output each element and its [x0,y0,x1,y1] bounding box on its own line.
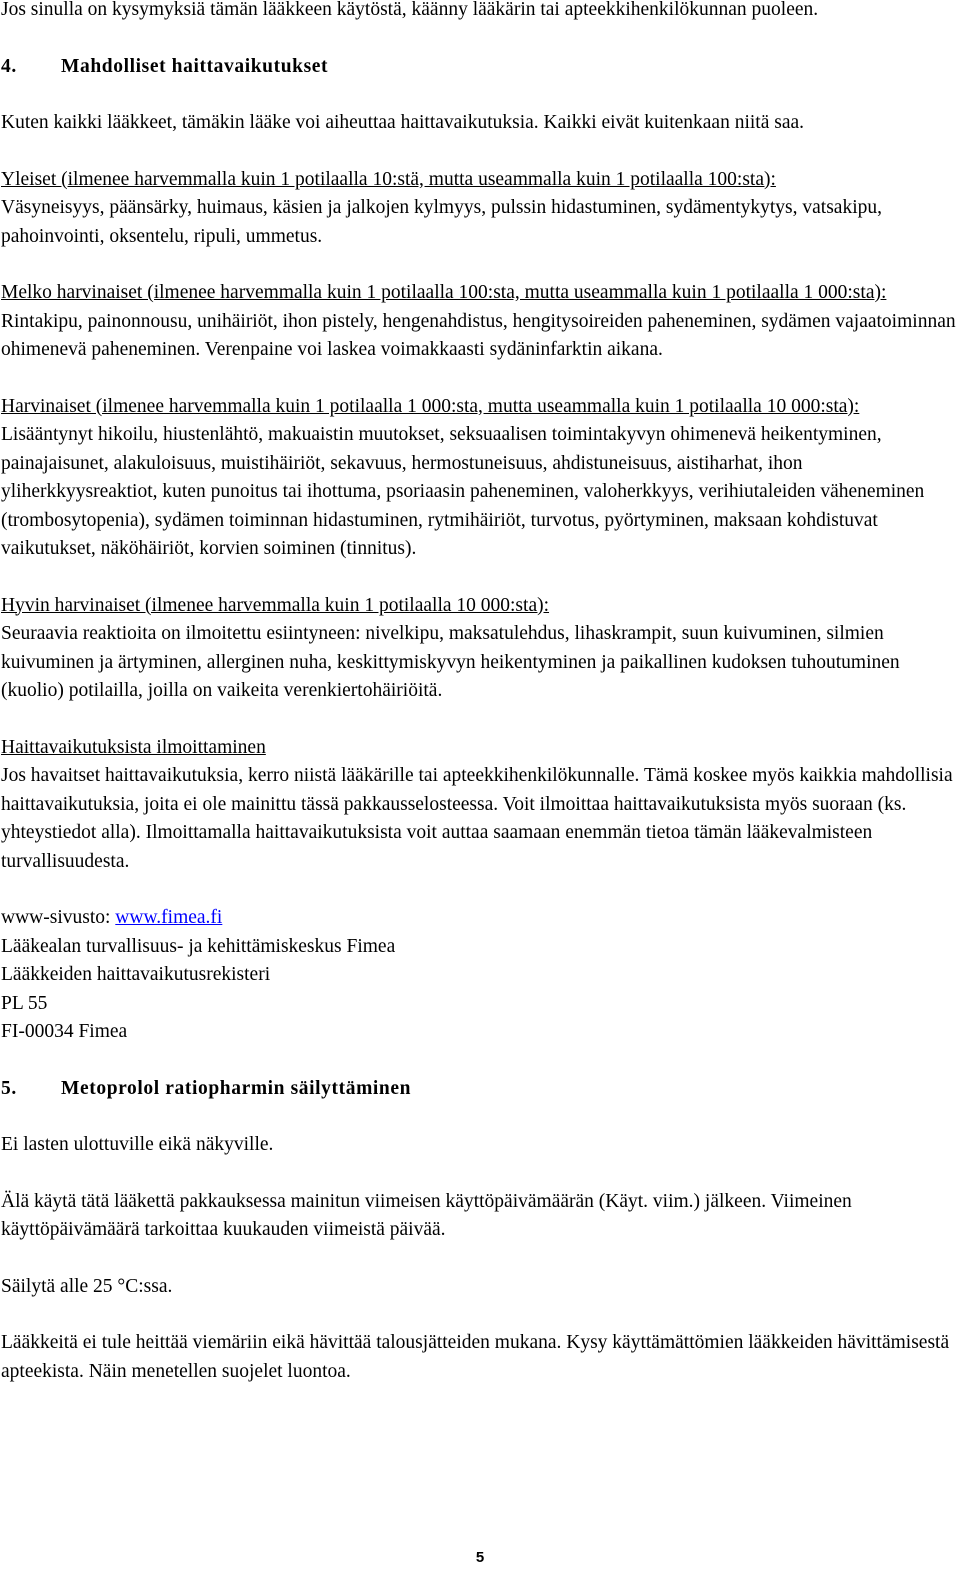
section-5-title: Metoprolol ratiopharmin säilyttäminen [61,1077,412,1099]
reporting-block [1,734,956,877]
section-5-heading [1,1075,956,1104]
contact-line-pobox: PL 55 [1,992,48,1014]
common-effects-heading: Yleiset (ilmenee harvemmalla kuin 1 potilaalla 10:stä, mutta useammalla kuin 1 potilaalla 100:sta): [1,168,776,190]
uncommon-effects-text: Rintakipu, painonnousu, unihäiriöt, ihon pistely, hengenahdistus, hengitysoireiden paheneminen, sydämen vajaatoiminnan ohimenevä paheneminen. Verenpaine voi laskea voimakkaasti sydäninfarktin aikana. [1,310,956,360]
very-rare-effects-heading: Hyvin harvinaiset (ilmenee harvemmalla kuin 1 potilaalla 10 000:sta): [1,594,550,616]
section-4-title: Mahdolliset haittavaikutukset [61,55,329,77]
section-5-number: 5. [1,1077,17,1099]
section-4-heading [1,53,956,82]
very-rare-effects-block [1,592,956,706]
rare-effects-heading: Harvinaiset (ilmenee harvemmalla kuin 1 potilaalla 1 000:sta, mutta useammalla kuin 1 potilaalla 10 000:sta): [1,395,860,417]
common-effects-text: Väsyneisyys, päänsärky, huimaus, käsien ja jalkojen kylmyys, pulssin hidastuminen, sydämentykytys, vatsakipu, pahoinvointi, oksentelu, ripuli, ummetus. [1,197,882,247]
contact-web-line [1,904,956,933]
storage-paragraph-3: Säilytä alle 25 °C:ssa. [1,1275,173,1297]
section-4-number: 4. [1,55,17,77]
fimea-website-link[interactable]: www.fimea.fi [115,907,223,928]
uncommon-effects-block [1,279,956,365]
rare-effects-text: Lisääntynyt hikoilu, hiustenlähtö, makuaistin muutokset, seksuaalisen toimintakyvyn ohimenevä heikentyminen, painajaisunet, alakuloisuus, muistihäiriöt, sekavuus, hermostuneisuus, ahdistuneisuus, aistiharhat, ihon yliherkkyysreaktiot, kuten punoitus tai ihottuma, psoriaasin paheneminen, valoherkkyys, verihiutaleiden väheneminen (trombosytopenia), sydämen toiminnan hidastuminen, rytmihäiriöt, turvotus, pyörtyminen, maksaan kohdistuvat vaikutukset, näköhäiriöt, korvien soiminen (tinnitus). [1,424,925,559]
contact-line-registry: Lääkkeiden haittavaikutusrekisteri [1,964,271,985]
contact-line-postcode: FI-00034 Fimea [1,1021,128,1042]
contact-line-organization: Lääkealan turvallisuus- ja kehittämiskeskus Fimea [1,935,396,957]
very-rare-effects-text: Seuraavia reaktioita on ilmoitettu esiintyneen: nivelkipu, maksatulehdus, lihaskrampit, suun kuivuminen, silmien kuivuminen ja ärtyminen, allerginen nuha, keskittymiskyvyn heikentyminen ja paikallinen kudoksen tuhoutuminen (kuolio) potilailla, joilla on vaikeita verenkiertohäiriöitä. [1,623,900,701]
reporting-text: Jos havaitset haittavaikutuksia, kerro niistä lääkärille tai apteekkihenkilökunnalle. Tämä koskee myös kaikkia mahdollisia haittavaikutuksia, joita ei ole mainittu tässä pakkausselosteessa. Voit ilmoittaa haittavaikutuksista myös suoraan (ks. yhteystiedot alla). Ilmoittamalla haittavaikutuksista voit auttaa saamaan enemmän tietoa tämän lääkevalmisteen turvallisuudesta. [1,765,953,872]
common-effects-block [1,166,956,252]
storage-paragraph-1: Ei lasten ulottuville eikä näkyville. [1,1134,274,1155]
page-number: 5 [475,1549,485,1566]
storage-paragraph-2: Älä käytä tätä lääkettä pakkauksessa mainitun viimeisen käyttöpäivämäärän (Käyt. viim.) jälkeen. Viimeinen käyttöpäivämäärä tarkoittaa kuukauden viimeistä päivää. [1,1190,852,1240]
web-label: www-sivusto: [1,907,116,928]
rare-effects-block [1,393,956,564]
section-4-intro: Kuten kaikki lääkkeet, tämäkin lääke voi aiheuttaa haittavaikutuksia. Kaikki eivät kuitenkaan niitä saa. [1,112,805,133]
storage-paragraph-4: Lääkkeitä ei tule heittää viemäriin eikä hävittää talousjätteiden mukana. Kysy käyttämättömien lääkkeiden hävittämisestä apteekista. Näin menetellen suojelet luontoa. [1,1332,950,1382]
uncommon-effects-heading: Melko harvinaiset (ilmenee harvemmalla kuin 1 potilaalla 100:sta, mutta useammalla kuin 1 potilaalla 1 000:sta): [1,282,887,303]
intro-paragraph: Jos sinulla on kysymyksiä tämän lääkkeen käytöstä, käänny lääkärin tai apteekkihenkilökunnan puoleen. [1,0,819,20]
document-page [1,0,956,1386]
reporting-heading: Haittavaikutuksista ilmoittaminen [1,736,266,758]
contact-block [1,904,956,1047]
